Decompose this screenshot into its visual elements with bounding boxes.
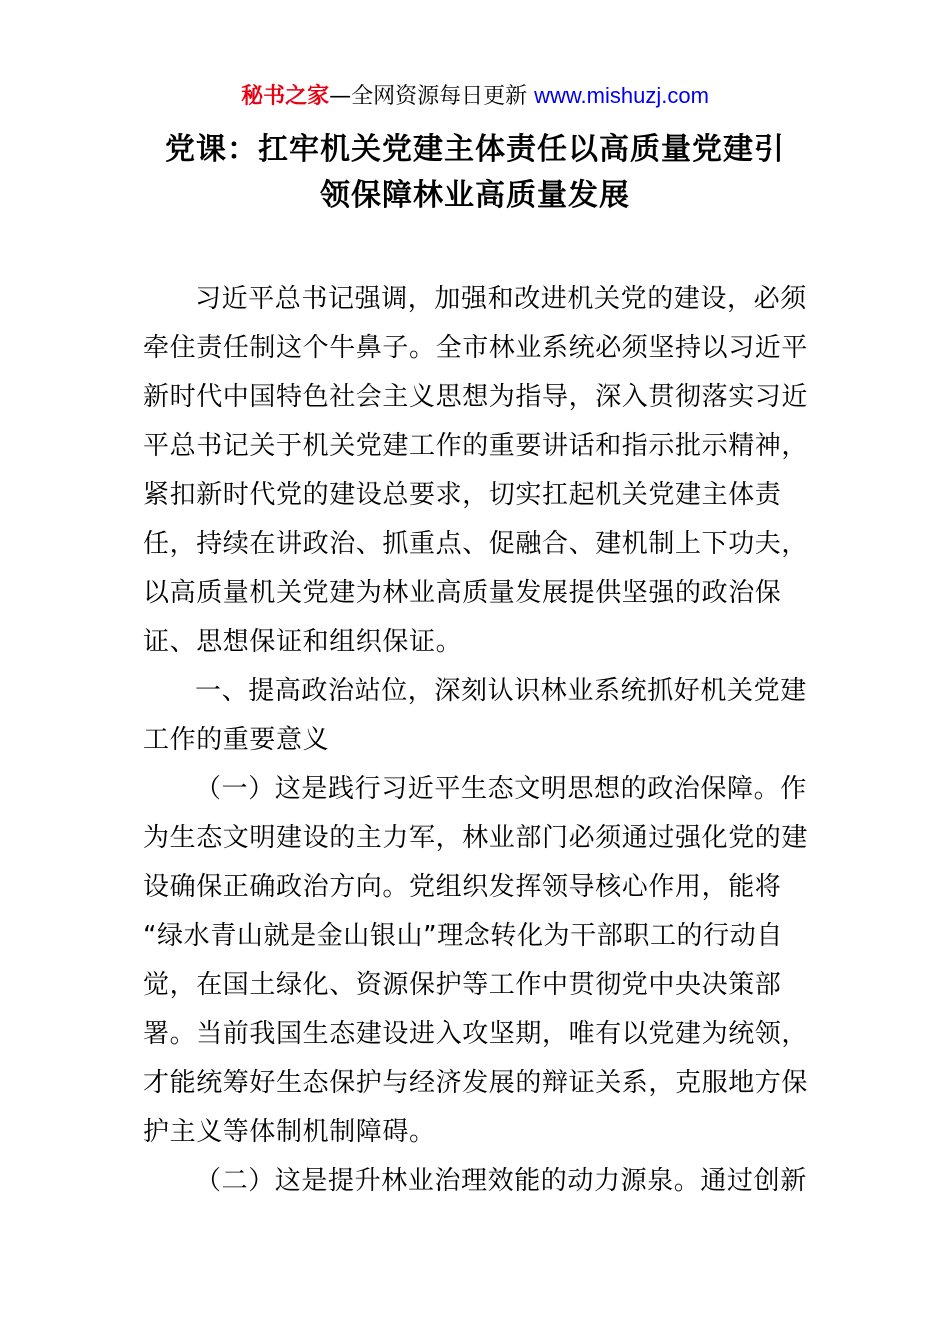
document-title	[100, 127, 850, 219]
body-line: 平总书记关于机关党建工作的重要讲话和指示批示精神，	[143, 431, 809, 461]
section-heading-line: 一、提高政治站位，深刻认识林业系统抓好机关党建	[195, 676, 807, 706]
title-line-1: 党课：扛牢机关党建主体责任以高质量党建引	[165, 132, 785, 167]
body-line: （一）这是践行习近平生态文明思想的政治保障。作	[195, 774, 807, 804]
body-line: （二）这是提升林业治理效能的动力源泉。通过创新	[195, 1166, 807, 1196]
site-url-link[interactable]: www.mishuzj.com	[534, 83, 709, 108]
body-line: “绿水青山就是金山银山”理念转化为干部职工的行动自	[143, 921, 783, 951]
body-line: 紧扣新时代党的建设总要求，切实扛起机关党建主体责	[143, 480, 782, 510]
body-line: 牵住责任制这个牛鼻子。全市林业系统必须坚持以习近平	[143, 333, 809, 363]
body-line: 证、思想保证和组织保证。	[143, 627, 463, 657]
body-line: 为生态文明建设的主力军，林业部门必须通过强化党的建	[143, 823, 809, 853]
header-tagline: —全网资源每日更新	[329, 84, 535, 109]
body-line: 新时代中国特色社会主义思想为指导，深入贯彻落实习近	[143, 382, 809, 412]
body-line: 署。当前我国生态建设进入攻坚期，唯有以党建为统领，	[143, 1019, 809, 1049]
body-line: 习近平总书记强调，加强和改进机关党的建设，必须	[195, 284, 807, 314]
body-line: 护主义等体制机制障碍。	[143, 1117, 436, 1147]
section-heading-line: 工作的重要意义	[143, 725, 330, 755]
body-line: 以高质量机关党建为林业高质量发展提供坚强的政治保	[143, 578, 782, 608]
body-line: 任，持续在讲政治、抓重点、促融合、建机制上下功夫，	[143, 529, 809, 559]
document-body	[143, 275, 808, 1206]
site-header	[0, 80, 950, 113]
brand-name: 秘书之家	[241, 84, 330, 109]
body-line: 觉，在国土绿化、资源保护等工作中贯彻党中央决策部	[143, 970, 782, 1000]
body-line: 设确保正确政治方向。党组织发挥领导核心作用，能将	[143, 872, 782, 902]
body-line: 才能统筹好生态保护与经济发展的辩证关系，克服地方保	[143, 1068, 809, 1098]
title-line-2: 领保障林业高质量发展	[320, 178, 630, 213]
